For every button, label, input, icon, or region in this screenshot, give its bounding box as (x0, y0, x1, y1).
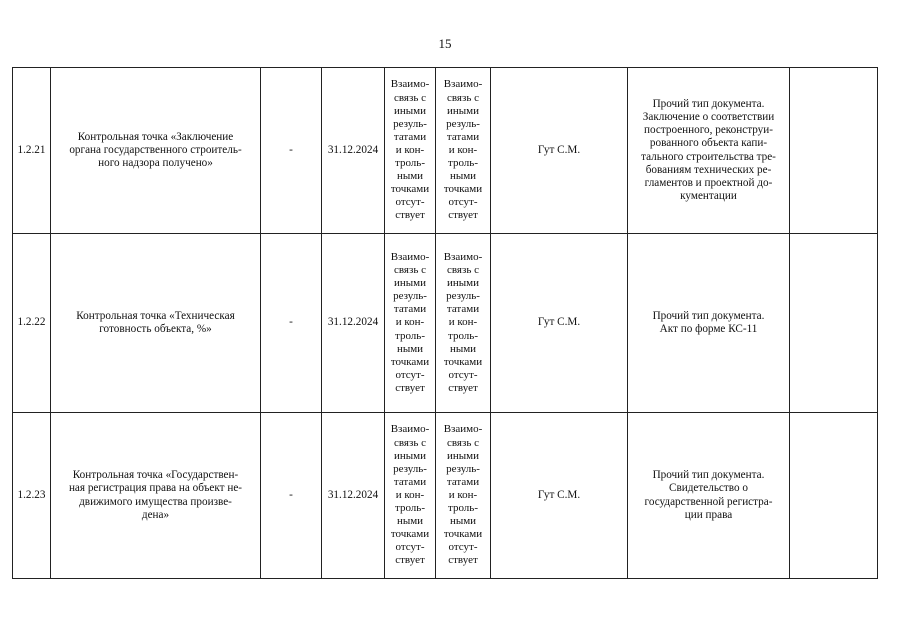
relation-prev-line: иными (393, 277, 426, 290)
relation-prev-line: Взаимо- (390, 78, 430, 91)
control-points-table (12, 67, 878, 579)
row-number-cell: 1.2.23 (13, 413, 51, 579)
relation-prev-line: татами (393, 130, 427, 143)
start-date-cell: - (261, 234, 322, 413)
relation-prev-line: точками (390, 528, 430, 541)
relation-prev-line: отсут- (395, 368, 425, 381)
relation-prev-line: и кон- (395, 143, 425, 156)
relation-prev-line: троль- (395, 502, 425, 515)
document-type-line: гламентов и проектной до- (644, 176, 773, 189)
relation-prev-line: связь с (394, 264, 426, 277)
document-type-cell (628, 234, 790, 413)
document-type-line: Акт по форме КС-11 (659, 323, 758, 335)
relation-prev-cell (385, 413, 436, 579)
control-point-name-line: ного надзора получено» (98, 157, 213, 170)
control-point-name-cell (51, 68, 261, 234)
document-type-line: рованного объекта капи- (649, 137, 768, 150)
document-type-line: Заключение о соответствии (642, 110, 775, 123)
relation-next-line: Взаимо- (443, 78, 483, 91)
relation-prev-line: точками (390, 183, 430, 196)
document-type-cell (628, 68, 790, 234)
relation-next-line: татами (446, 130, 480, 143)
document-type-line: государственной регистра- (644, 495, 773, 508)
relation-prev-line: ствует (395, 554, 425, 567)
control-point-name-cell (51, 413, 261, 579)
document-type-line: Свидетельство о (669, 482, 748, 495)
relation-next-line: связь с (447, 264, 479, 277)
relation-prev-line: троль- (395, 157, 425, 170)
control-point-name-line: Контрольная точка «Техническая (76, 309, 235, 322)
relation-prev-cell (385, 234, 436, 413)
responsible-cell: Гут С.М. (491, 68, 628, 234)
document-type-cell (628, 413, 790, 579)
control-point-name-cell (51, 234, 261, 413)
table-row (13, 68, 878, 234)
document-type-line: ции права (684, 508, 733, 521)
relation-next-line: иными (446, 104, 479, 117)
relation-prev-line: Взаимо- (390, 250, 430, 263)
end-date-cell: 31.12.2024 (322, 68, 385, 234)
end-date-cell: 31.12.2024 (322, 234, 385, 413)
relation-next-line: точками (443, 183, 483, 196)
document-type-line: бованиям технических ре- (645, 163, 772, 176)
control-point-name-line: органа государственного строитель- (69, 143, 242, 156)
relation-next-line: отсут- (448, 368, 478, 381)
relation-next-line: ными (449, 170, 477, 183)
relation-next-line: резуль- (446, 117, 480, 130)
relation-prev-line: связь с (394, 91, 426, 104)
relation-next-line: ствует (448, 381, 478, 394)
extra-cell (790, 68, 878, 234)
relation-prev-line: татами (393, 303, 427, 316)
row-number-cell: 1.2.21 (13, 68, 51, 234)
relation-prev-line: иными (393, 449, 426, 462)
relation-next-cell (436, 413, 491, 579)
document-type-line: построенного, реконструи- (644, 124, 773, 137)
table-row (13, 413, 878, 579)
relation-prev-cell (385, 68, 436, 234)
relation-prev-line: ными (396, 170, 424, 183)
relation-next-line: связь с (447, 91, 479, 104)
relation-prev-line: отсут- (395, 196, 425, 209)
relation-prev-line: отсут- (395, 541, 425, 554)
page-number: 15 (438, 36, 452, 51)
relation-next-line: ствует (448, 554, 478, 567)
relation-prev-line: ствует (395, 209, 425, 222)
document-type-line: тального строительства тре- (641, 150, 776, 163)
relation-prev-line: резуль- (393, 290, 427, 303)
extra-cell (790, 413, 878, 579)
relation-next-line: ными (449, 342, 477, 355)
relation-next-line: отсут- (448, 541, 478, 554)
document-type-line: Прочий тип документа. (652, 309, 765, 322)
document-type-line: Прочий тип документа. (652, 469, 765, 482)
relation-next-line: татами (446, 475, 480, 488)
control-point-name-line: дена» (141, 508, 170, 521)
relation-prev-line: татами (393, 475, 427, 488)
start-date-cell: - (261, 68, 322, 234)
row-number-cell: 1.2.22 (13, 234, 51, 413)
control-point-name-line: Контрольная точка «Заключение (77, 130, 234, 143)
relation-next-line: Взаимо- (443, 250, 483, 263)
relation-next-line: троль- (448, 502, 478, 515)
table-row (13, 234, 878, 413)
relation-prev-line: резуль- (393, 462, 427, 475)
relation-prev-line: и кон- (395, 316, 425, 329)
relation-next-line: иными (446, 277, 479, 290)
relation-next-line: отсут- (448, 196, 478, 209)
relation-next-cell (436, 234, 491, 413)
start-date-cell: - (261, 413, 322, 579)
control-point-name-line: готовность объекта, %» (99, 323, 212, 335)
extra-cell (790, 234, 878, 413)
relation-prev-line: Взаимо- (390, 423, 430, 436)
responsible-cell: Гут С.М. (491, 413, 628, 579)
relation-next-line: резуль- (446, 290, 480, 303)
control-point-name-line: ная регистрация права на объект не- (68, 482, 243, 495)
control-point-name-line: Контрольная точка «Государствен- (72, 469, 239, 482)
relation-next-line: ными (449, 515, 477, 528)
relation-prev-line: ными (396, 342, 424, 355)
relation-prev-line: точками (390, 355, 430, 368)
relation-prev-line: связь с (394, 436, 426, 449)
relation-prev-line: ными (396, 515, 424, 528)
relation-next-line: троль- (448, 329, 478, 342)
relation-prev-line: и кон- (395, 488, 425, 501)
document-type-line: Прочий тип документа. (652, 97, 765, 110)
relation-prev-line: троль- (395, 329, 425, 342)
relation-next-line: и кон- (448, 316, 478, 329)
document-type-line: кументации (680, 190, 737, 203)
relation-next-line: точками (443, 528, 483, 541)
end-date-cell: 31.12.2024 (322, 413, 385, 579)
relation-next-line: иными (446, 449, 479, 462)
relation-next-line: Взаимо- (443, 423, 483, 436)
relation-next-line: и кон- (448, 143, 478, 156)
relation-next-line: ствует (448, 209, 478, 222)
relation-prev-line: резуль- (393, 117, 427, 130)
relation-next-cell (436, 68, 491, 234)
relation-prev-line: ствует (395, 381, 425, 394)
relation-next-line: связь с (447, 436, 479, 449)
relation-next-line: точками (443, 355, 483, 368)
relation-next-line: троль- (448, 157, 478, 170)
responsible-cell: Гут С.М. (491, 234, 628, 413)
relation-next-line: и кон- (448, 488, 478, 501)
relation-next-line: татами (446, 303, 480, 316)
relation-prev-line: иными (393, 104, 426, 117)
relation-next-line: резуль- (446, 462, 480, 475)
control-point-name-line: движимого имущества произве- (79, 495, 232, 508)
